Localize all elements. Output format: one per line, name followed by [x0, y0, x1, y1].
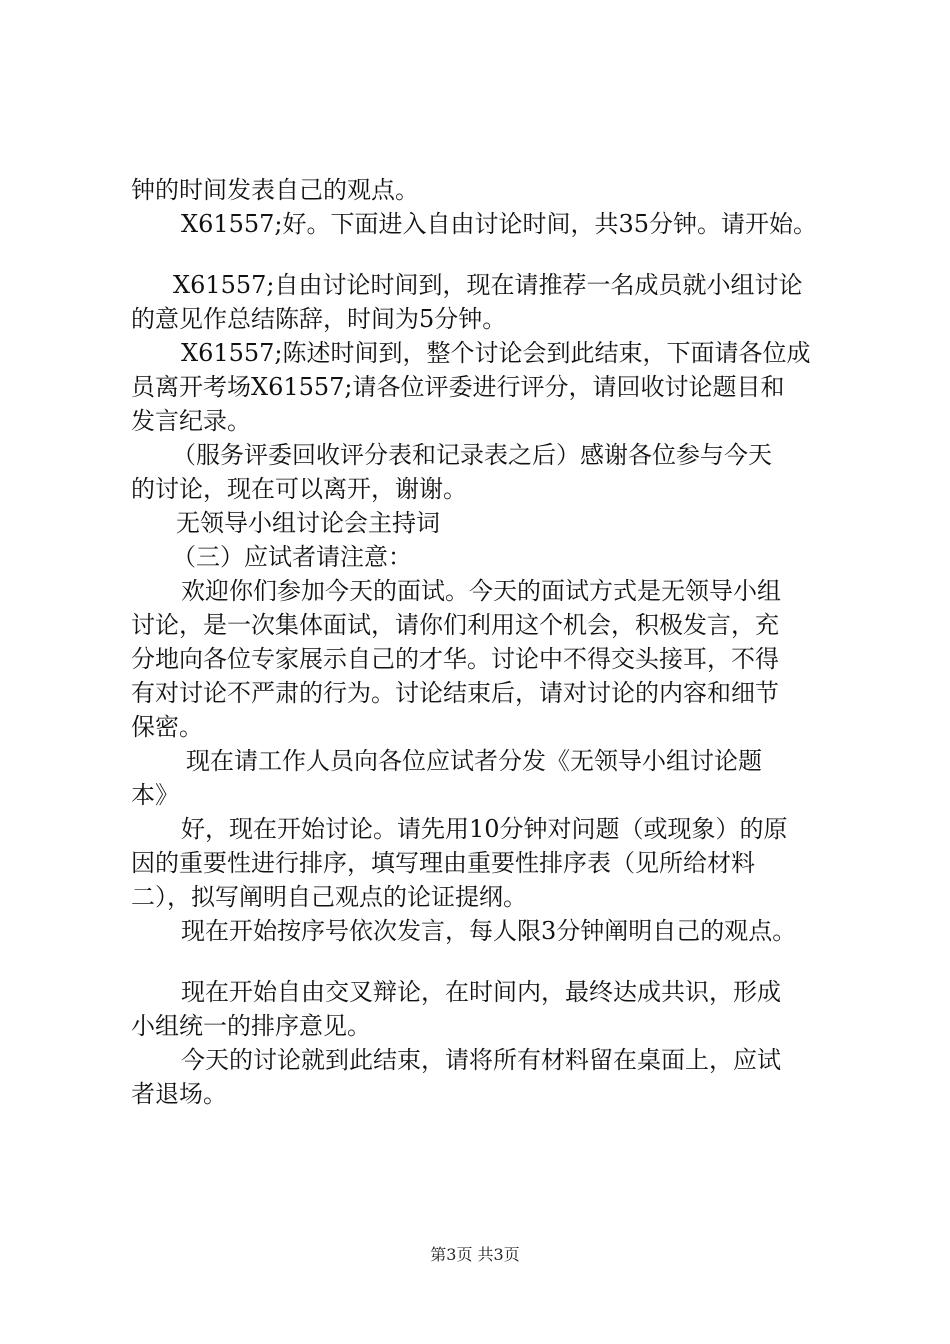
text-line: X61557;陈述时间到，整个讨论会到此结束，下面请各位成: [181, 339, 811, 367]
text-line: 现在开始按序号依次发言，每人限3分钟阐明自己的观点。: [181, 917, 797, 945]
text-line: 分地向各位专家展示自己的才华。讨论中不得交头接耳，不得: [131, 645, 779, 673]
text-line: 有对讨论不严肃的行为。讨论结束后，请对讨论的内容和细节: [131, 679, 779, 707]
text-line: 因的重要性进行排序，填写理由重要性排序表（见所给材料: [131, 849, 755, 877]
text-line: 的讨论，现在可以离开，谢谢。: [131, 475, 467, 503]
text-line: 讨论，是一次集体面试，请你们利用这个机会，积极发言，充: [131, 611, 779, 639]
text-line: 今天的讨论就到此结束，请将所有材料留在桌面上，应试: [181, 1046, 781, 1074]
text-line: 现在开始自由交叉辩论，在时间内，最终达成共识，形成: [181, 978, 781, 1006]
text-line: X61557;自由讨论时间到，现在请推荐一名成员就小组讨论: [173, 271, 803, 299]
text-line: 欢迎你们参加今天的面试。今天的面试方式是无领导小组: [181, 577, 781, 605]
text-line: 钟的时间发表自己的观点。: [131, 176, 419, 204]
text-line: 的意见作总结陈辞，时间为5分钟。: [131, 305, 507, 333]
page-number-footer: 第3页 共3页: [430, 1245, 520, 1264]
text-line: 者退场。: [131, 1080, 227, 1108]
section-title: 无领导小组讨论会主持词: [176, 509, 440, 537]
text-line: 二），拟写阐明自己观点的论证提纲。: [131, 883, 527, 911]
text-line: 保密。: [131, 713, 203, 741]
text-line: X61557;好。下面进入自由讨论时间，共35分钟。请开始。: [181, 210, 818, 238]
text-line: 员离开考场X61557;请各位评委进行评分，请回收讨论题目和: [131, 373, 785, 401]
text-line: 小组统一的排序意见。: [131, 1012, 371, 1040]
text-line: 现在请工作人员向各位应试者分发《无领导小组讨论题: [186, 747, 762, 775]
section-subtitle: （三）应试者请注意：: [172, 543, 412, 571]
text-line: 本》: [131, 781, 179, 809]
text-line: 好，现在开始讨论。请先用10分钟对问题（或现象）的原: [181, 815, 788, 843]
text-line: （服务评委回收评分表和记录表之后）感谢各位参与今天: [172, 441, 772, 469]
text-line: 发言纪录。: [131, 407, 251, 435]
